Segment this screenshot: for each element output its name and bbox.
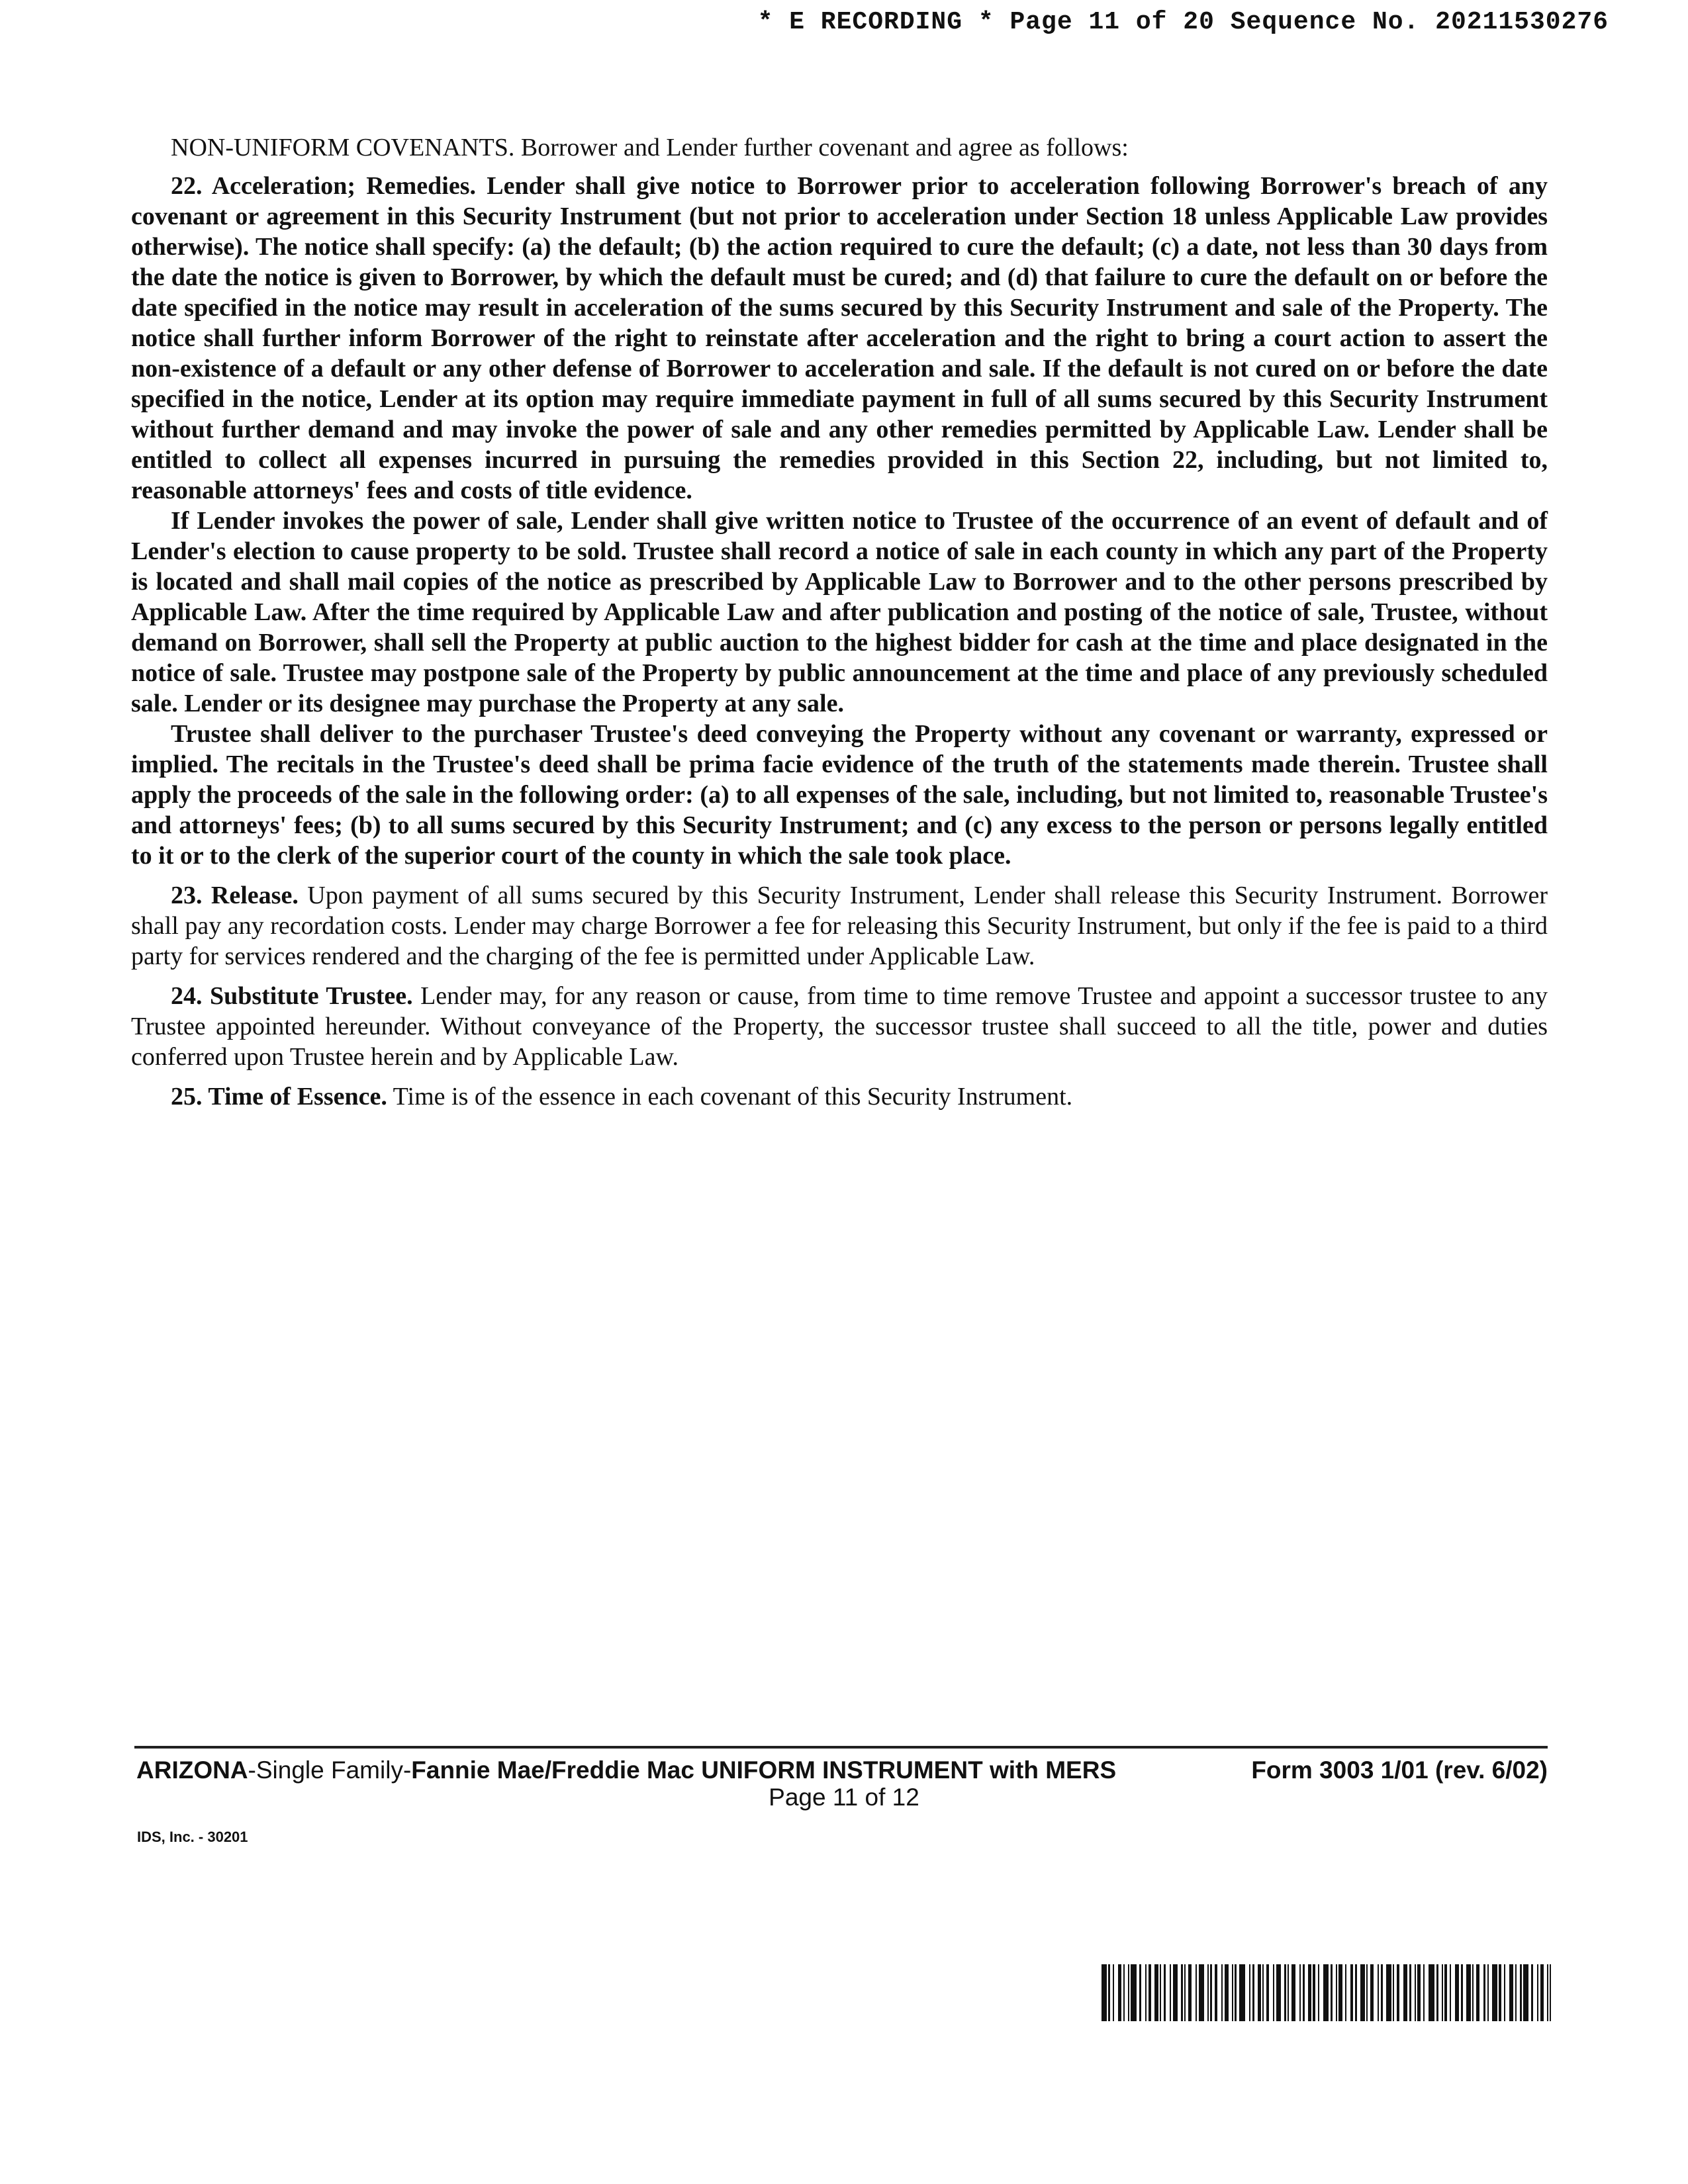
barcode-bar [1487,1964,1489,2021]
barcode-bar [1360,1964,1365,2021]
barcode-bar [1196,1964,1197,2021]
barcode-bar [1531,1964,1533,2021]
barcode-bar [1313,1964,1315,2021]
barcode-bar [1429,1964,1434,2021]
barcode-bar [1266,1964,1269,2021]
barcode-bar [1403,1964,1407,2021]
barcode-bar [1523,1964,1528,2021]
barcode-bar [1154,1964,1158,2021]
covenants-intro: NON-UNIFORM COVENANTS. Borrower and Lender further covenant and agree as follows: [171,134,1129,161]
section-23-text: Upon payment of all sums secured by this Security Instrument, Lender shall release this Security Instrument. Borrower shall pay any recordation costs. Lender may charge Borrower a fee for releasing this Security Instrument, but only if the fee is paid to a third party for services rendered and the charging of the fee is permitted under Applicable Law. [131,882,1548,970]
barcode-bar [1173,1964,1178,2021]
barcode-bar [1273,1964,1274,2021]
footer-state-suffix: -Single Family- [248,1756,412,1784]
barcode-image [1102,1964,1552,2021]
barcode-bar [1393,1964,1394,2021]
barcode-bar [1442,1964,1443,2021]
barcode-bar [1455,1964,1459,2021]
barcode-bar [1370,1964,1374,2021]
barcode-bar [1210,1964,1212,2021]
section-22-paragraph-3: Trustee shall deliver to the purchaser Trustee's deed conveying the Property without any covenant or warranty, expressed or implied. The recitals in the Trustee's deed shall be prima facie evidence of the truth of the statements made therein. Trustee shall apply the proceeds of the sale in the following order: (a) to all expenses of the sale, including, but not limited to, reasonable Trustee's and attorneys' fees; (b) to all sums secured by this Security Instrument; and (c) any excess to the person or persons legally entitled to it or to the clerk of the superior court of the county in which the sale took place. [131,720,1548,870]
section-23-paragraph [131,880,1548,972]
barcode-bar [1386,1964,1391,2021]
barcode-bar [1164,1964,1166,2021]
barcode-bar [1366,1964,1368,2021]
barcode-bar [1249,1964,1250,2021]
barcode-bar [1207,1964,1209,2021]
barcode-bar [1472,1964,1474,2021]
barcode-bar [1188,1964,1192,2021]
section-24-paragraph [131,981,1548,1072]
section-22-heading: 22. Acceleration; Remedies. [171,172,476,200]
barcode-bar [1345,1964,1346,2021]
barcode-bar [1299,1964,1301,2021]
section-22-paragraph-1 [131,171,1548,506]
barcode-bar [1355,1964,1357,2021]
barcode-bar [1423,1964,1425,2021]
barcode-bar [1350,1964,1353,2021]
barcode-bar [1466,1964,1471,2021]
barcode-bar [1113,1964,1114,2021]
barcode-bar [1108,1964,1110,2021]
barcode-bar [1483,1964,1485,2021]
barcode-bar [1232,1964,1233,2021]
footer-divider [134,1746,1548,1749]
barcode-bar [1145,1964,1147,2021]
barcode-bar [1131,1964,1137,2021]
footer-ids-code: IDS, Inc. - 30201 [137,1829,248,1845]
barcode-bar [1336,1964,1337,2021]
section-22-paragraph-2: If Lender invokes the power of sale, Lender shall give written notice to Trustee of the occurrence of an event of default and of Lender's election to cause property to be sold. Trustee shall record a notice of sale in each county in which any part of the Property is located and shall mail copies of the notice as prescribed by Applicable Law to Borrower and to the other persons prescribed by Applicable Law. After the time required by Applicable Law and after publication and posting of the notice of sale, Trustee, without demand on Borrower, shall sell the Property at public auction to the highest bidder for cash at the time and place designated in the notice of sale. Trustee may postpone sale of the Property by public announcement at the time and place of any previously scheduled sale. Lender or its designee may purchase the Property at any sale. [131,507,1548,717]
barcode-bar [1284,1964,1286,2021]
section-25-paragraph [131,1081,1548,1112]
barcode-bar [1520,1964,1522,2021]
barcode-bar [1450,1964,1451,2021]
barcode-bar [1318,1964,1319,2021]
barcode-bar [1215,1964,1217,2021]
barcode-bar [1128,1964,1129,2021]
barcode-bar [1381,1964,1383,2021]
barcode-bar [1225,1964,1229,2021]
barcode-bar [1504,1964,1505,2021]
barcode-bar [1303,1964,1305,2021]
footer-state: ARIZONA [136,1756,248,1784]
barcode-bar [1476,1964,1479,2021]
barcode-bar [1540,1964,1544,2021]
barcode-bar [1308,1964,1311,2021]
section-23-heading: 23. Release. [171,882,299,909]
barcode-bar [1291,1964,1295,2021]
barcode-bar [1415,1964,1416,2021]
barcode-bar [1262,1964,1264,2021]
section-22-text-1: Lender shall give notice to Borrower prior to acceleration following Borrower's breach of any covenant or agreement in this Security Instrument (but not prior to acceleration under Section 18 unless Applicable Law provides otherwise). The notice shall specify: (a) the default; (b) the action required to cure the default; (c) a date, not less than 30 days from the date the notice is given to Borrower, by which the default must be cured; and (d) that failure to cure the default on or before the date specified in the notice may result in acceleration of the sums secured by this Security Instrument and sale of the Property. The notice shall further inform Borrower of the right to reinstate after acceleration and the right to bring a court action to assert the non-existence of a default or any other defense of Borrower to acceleration and sale. If the default is not cured on or before the date specified in the notice, Lender at its option may require immediate payment in full of all sums secured by this Security Instrument without further demand and may invoke the power of sale and any other remedies permitted by Applicable Law. Lender shall be entitled to collect all expenses incurred in pursuing the remedies provided in this Section 22, including, but not limited to, reasonable attorneys' fees and costs of title evidence. [131,172,1548,504]
barcode-bar [1499,1964,1501,2021]
barcode-bar [1397,1964,1399,2021]
section-25-heading: 25. Time of Essence. [171,1083,387,1111]
barcode-bar [1199,1964,1204,2021]
barcode-bar [1102,1964,1107,2021]
barcode-bar [1323,1964,1329,2021]
footer-instrument: Fannie Mae/Freddie Mac UNIFORM INSTRUMENT with MERS [411,1756,1117,1784]
footer-page-number: Page 11 of 12 [769,1784,919,1811]
barcode-bar [1378,1964,1379,2021]
barcode-bar [1515,1964,1517,2021]
barcode-bar [1461,1964,1463,2021]
barcode-bar [1331,1964,1333,2021]
barcode-bar [1123,1964,1125,2021]
barcode-bar [1288,1964,1289,2021]
section-24-text: Lender may, for any reason or cause, from time to time remove Trustee and appoint a successor trustee to any Trustee appointed hereunder. Without conveyance of the Property, the successor trustee shall succeed to all the title, power and duties conferred upon Trustee herein and by Applicable Law. [131,982,1548,1071]
barcode-bar [1181,1964,1183,2021]
barcode-bar [1184,1964,1186,2021]
recording-header: * E RECORDING * Page 11 of 20 Sequence No. 20211530276 [757,8,1609,36]
barcode-bar [1160,1964,1161,2021]
document-body [131,132,1548,1112]
barcode-bar [1417,1964,1421,2021]
barcode-bar [1252,1964,1254,2021]
barcode-bar [1239,1964,1245,2021]
barcode-bar [1444,1964,1447,2021]
barcode-bar [1409,1964,1411,2021]
barcode-bar [1235,1964,1237,2021]
barcode-bar [1547,1964,1548,2021]
barcode-bar [1139,1964,1141,2021]
section-25-text: Time is of the essence in each covenant of this Security Instrument. [387,1083,1073,1111]
barcode-bar [1436,1964,1438,2021]
barcode-bar [1509,1964,1513,2021]
barcode-bar [1258,1964,1261,2021]
barcode-bar [1492,1964,1497,2021]
barcode-bar [1550,1964,1551,2021]
barcode-bar [1537,1964,1538,2021]
barcode-bar [1338,1964,1342,2021]
footer-form-number: Form 3003 1/01 (rev. 6/02) [1251,1756,1548,1784]
barcode-bar [1276,1964,1281,2021]
barcode-bar [1170,1964,1171,2021]
barcode-bar [1118,1964,1121,2021]
barcode-bar [1149,1964,1151,2021]
barcode-bar [1221,1964,1223,2021]
section-24-heading: 24. Substitute Trustee. [171,982,413,1010]
